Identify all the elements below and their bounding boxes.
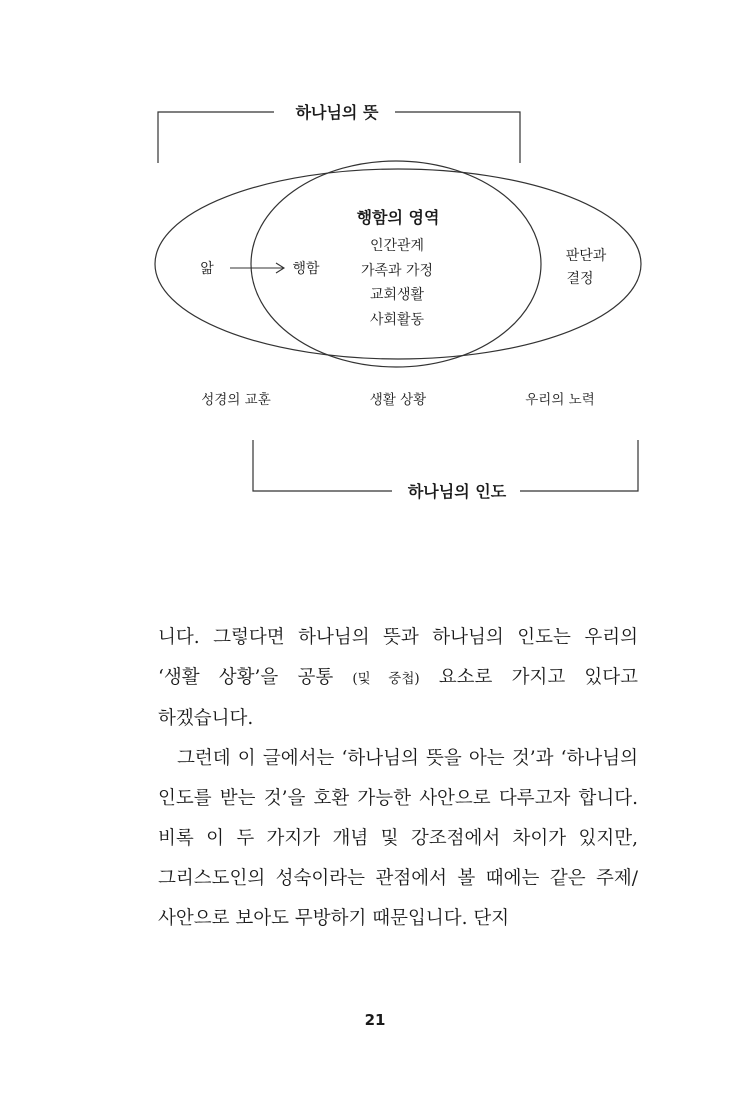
center-item: 사회활동: [369, 312, 425, 328]
left-node-label: 앎: [200, 261, 214, 277]
right-label-line: 판단과: [565, 248, 607, 264]
right-label-line: 결정: [566, 271, 594, 287]
caption-bible-teaching: 성경의 교훈: [201, 392, 271, 408]
bottom-bracket-right: [520, 440, 638, 491]
top-bracket-left: [158, 112, 274, 163]
top-label: 하나님의 뜻: [295, 103, 379, 122]
center-item: 인간관계: [369, 238, 425, 254]
paragraph: 그런데 이 글에서는 ‘하나님의 뜻을 아는 것’과 ‘하나님의 인도를 받는 것’을 호환 가능한 사안으로 다루고자 합니다. 비록 이 두 가지가 개념 및 강조점에서 차이가 있지만, 그리스도인의 성숙이라는 관점에서 볼 때에는 같은 주제/사안으로 보아도 무방하기 때문입니다. 단지: [158, 748, 638, 929]
arrow-target-label: 행함: [292, 261, 320, 277]
center-item: 가족과 가정: [360, 263, 434, 279]
bottom-bracket-left: [253, 440, 392, 491]
page-number: 21: [364, 1011, 386, 1029]
bottom-label: 하나님의 인도: [407, 482, 507, 501]
center-item: 교회생활: [369, 287, 425, 303]
body-text: [158, 618, 638, 939]
parenthetical: (및 중첩): [352, 671, 420, 687]
caption-life-situation: 생활 상황: [369, 392, 427, 408]
paragraph: 니다. 그렇다면 하나님의 뜻과 하나님의 인도는 우리의 ‘생활 상황’을 공통 (및 중첩) 요소로 가지고 있다고 하겠습니다.: [158, 627, 638, 729]
top-bracket-right: [395, 112, 520, 163]
center-title: 행함의 영역: [356, 208, 440, 227]
caption-our-effort: 우리의 노력: [525, 392, 595, 408]
